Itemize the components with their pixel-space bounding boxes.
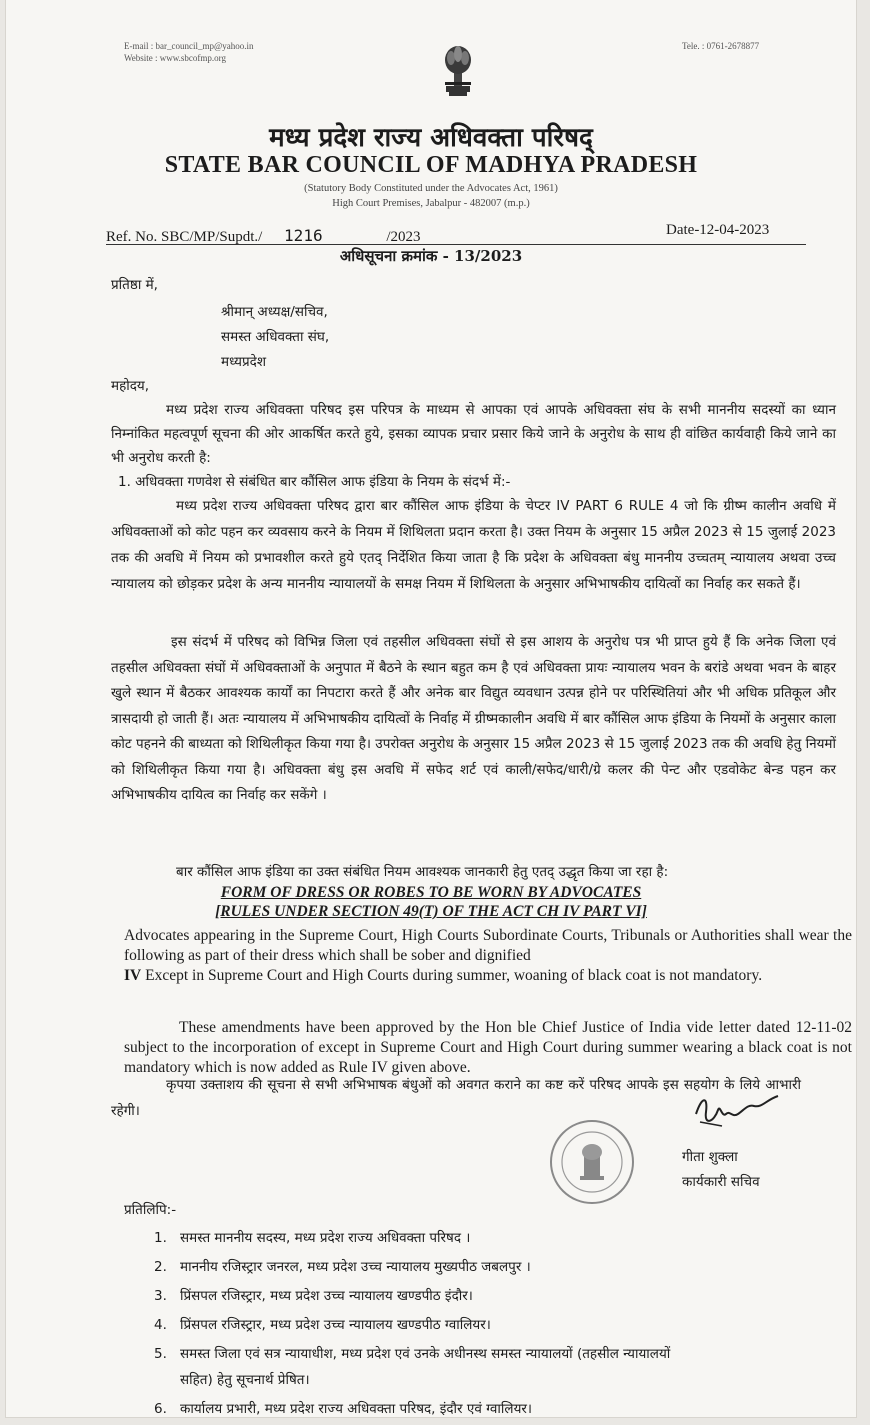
phone-text: Tele. : 0761-2678877 bbox=[682, 41, 760, 51]
reference-year: /2023 bbox=[386, 229, 421, 245]
cc-label: प्रतिलिपि:- bbox=[124, 1202, 177, 1218]
divider bbox=[106, 244, 806, 245]
list-item: 2. माननीय रजिस्ट्रार जनरल, मध्य प्रदेश उच्च न्यायालय मुख्यपीठ जबलपुर । bbox=[154, 1259, 531, 1275]
reference-serial: 1216 bbox=[284, 226, 323, 245]
signature-icon bbox=[692, 1092, 782, 1132]
notice-number: अधिसूचना क्रमांक - 13/2023 bbox=[339, 247, 523, 265]
council-title-english: STATE BAR COUNCIL OF MADHYA PRADESH bbox=[164, 152, 698, 178]
rule-text-2: Except in Supreme Court and High Courts during summer, woaning of black coat is not mandatory. bbox=[145, 967, 763, 984]
point-1-heading: 1. अधिवक्ता गणवेश से संबंधित बार कौंसिल आफ इंडिया के नियम के संदर्भ में:- bbox=[118, 474, 511, 490]
rule-iv-label: IV bbox=[124, 967, 142, 984]
email-text: E-mail : bar_council_mp@yahoo.in bbox=[124, 41, 254, 51]
signatory-name: गीता शुक्ला bbox=[682, 1149, 738, 1165]
list-item: 3. प्रिंसपल रजिस्ट्रार, मध्य प्रदेश उच्च न्यायालय खण्डपीठ इंदौर। bbox=[154, 1288, 473, 1304]
recipient-to: प्रतिष्ठा में, bbox=[111, 277, 158, 293]
reference-number bbox=[106, 226, 421, 246]
body-paragraph-4: बार कौंसिल आफ इंडिया का उक्त संबंधित नियम आवश्यक जानकारी हेतु एतद् उद्धृत किया जा रहा है: bbox=[176, 864, 669, 880]
closing-paragraph: कृपया उक्ताशय की सूचना से सभी अभिभाषक बंधुओं को अवगत कराने का कष्ट करें परिषद आपके इस सहयोग के लिये आभारी रहेगी। bbox=[111, 1077, 801, 1119]
recipient-line-2: समस्त अधिवक्ता संघ, bbox=[221, 329, 330, 345]
rule-text-3: These amendments have been approved by the Hon ble Chief Justice of India vide letter dated 12-11-02 subject to the incorporation of except in Supreme Court and High Court during summer wearing a black coat is not mandatory which is now added as Rule IV given above. bbox=[124, 1019, 852, 1076]
list-item: 5. समस्त जिला एवं सत्र न्यायाधीश, मध्य प्रदेश एवं उनके अधीनस्थ समस्त न्यायालयों (तहसील न्यायालयों सहित) हेतु सूचनार्थ प्रेषित। bbox=[154, 1346, 671, 1388]
council-address: High Court Premises, Jabalpur - 482007 (m.p.) bbox=[332, 198, 530, 209]
rule-text-1: Advocates appearing in the Supreme Court, High Courts Subordinate Courts, Tribunals or Authorities shall wear the following as part of their dress which shall be sober and dignified bbox=[124, 927, 852, 964]
list-item: 4. प्रिंसपल रजिस्ट्रार, मध्य प्रदेश उच्च न्यायालय खण्डपीठ ग्वालियर। bbox=[154, 1317, 491, 1333]
body-paragraph-2: मध्य प्रदेश राज्य अधिवक्ता परिषद द्वारा बार कौंसिल आफ इंडिया के चेप्टर IV PART 6 RULE 4 जो कि ग्रीष्म कालीन अवधि में अधिवक्ताओं को कोट पहन कर व्यवसाय करने के नियम में शिथिलता प्रदान करता है। उक्त नियम के अनुसार 15 अप्रैल 2023 से 15 जुलाई 2023 तक की अवधि में नियम को प्रभावशील करते हुये एतद् निर्देशित किया जाता है कि प्रदेश के अधिवक्ता बंधु माननीय उच्चतम् न्यायालय अथवा उच्च न्यायालय को छोड़कर प्रदेश के अन्य माननीय न्यायालयों के समक्ष नियम में शिथिलता के अनुसार अभिभाषकीय दायित्वों का निर्वाह कर सकते हैं। bbox=[111, 498, 836, 592]
contact-block bbox=[124, 40, 254, 64]
rule-heading-2: [RULES UNDER SECTION 49(T) OF THE ACT CH IV PART VI] bbox=[215, 903, 647, 920]
letter-page bbox=[6, 0, 856, 1417]
recipient-line-3: मध्यप्रदेश bbox=[221, 354, 267, 370]
list-item: 6. कार्यालय प्रभारी, मध्य प्रदेश राज्य अधिवक्ता परिषद, इंदौर एवं ग्वालियर। bbox=[154, 1401, 533, 1417]
statutory-note: (Statutory Body Constituted under the Advocates Act, 1961) bbox=[304, 183, 558, 194]
letter-date: Date-12-04-2023 bbox=[666, 222, 770, 238]
cc-list bbox=[154, 1225, 844, 1425]
council-seal-icon bbox=[548, 1118, 636, 1206]
salutation: महोदय, bbox=[111, 378, 150, 394]
council-title-hindi: मध्य प्रदेश राज्य अधिवक्ता परिषद् bbox=[269, 123, 593, 153]
website-text: Website : www.sbcofmp.org bbox=[124, 53, 227, 63]
list-item: 1. समस्त माननीय सदस्य, मध्य प्रदेश राज्य अधिवक्ता परिषद । bbox=[154, 1230, 471, 1246]
recipient-line-1: श्रीमान् अध्यक्ष/सचिव, bbox=[221, 304, 328, 320]
signatory-designation: कार्यकारी सचिव bbox=[682, 1174, 760, 1190]
rule-heading-1: FORM OF DRESS OR ROBES TO BE WORN BY ADVOCATES bbox=[220, 884, 642, 901]
national-emblem-icon bbox=[440, 42, 476, 100]
reference-prefix: Ref. No. SBC/MP/Supdt./ bbox=[106, 229, 263, 245]
body-paragraph-1: मध्य प्रदेश राज्य अधिवक्ता परिषद इस परिपत्र के माध्यम से आपका एवं आपके अधिवक्ता संघ के सभी माननीय सदस्यों का ध्यान निम्नांकित महत्वपूर्ण सूचना की ओर आकर्षित करते हुये, इसका व्यापक प्रचार प्रसार किये जाने के अनुरोध के साथ ही वांछित कार्यवाही किये जाने का भी अनुरोध करती है: bbox=[111, 402, 836, 466]
body-paragraph-3: इस संदर्भ में परिषद को विभिन्न जिला एवं तहसील अधिवक्ता संघों से इस आशय के अनुरोध पत्र भी प्राप्त हुये हैं कि अनेक जिला एवं तहसील अधिवक्ता संघों में अधिवक्ताओं के अनुपात में बैठने के स्थान बहुत कम है एवं अधिवक्ता प्रायः न्यायालय भवन के बरांडे अथवा भवन के बाहर खुले स्थान में बैठकर आवश्यक कार्यों का निपटारा करते हैं और अनेक बार विद्युत व्यवधान उत्पन्न होने पर परिस्थितियां और भी अधिक प्रतिकूल और त्रासदायी हो जाती हैं। अतः न्यायालय में अभिभाषकीय दायित्वों के निर्वाह में ग्रीष्मकालीन अवधि में बार कौंसिल आफ इंडिया के नियमों के अनुसार काला कोट पहनने की बाध्यता को शिथिलीकृत किया गया है। उपरोक्त अनुरोध के अनुसार 15 अप्रैल 2023 से 15 जुलाई 2023 तक की अवधि हेतु नियमों को शिथिलीकृत किया गया है। अधिवक्ता बंधु इस अवधि में सफेद शर्ट एवं काली/सफेद/धारी/ग्रे कलर की पेन्ट और एडवोकेट बेन्ड पहन कर अभिभाषकीय दायित्व का निर्वाह कर सकेंगे । bbox=[111, 634, 836, 803]
rule-iv-block bbox=[124, 966, 852, 986]
